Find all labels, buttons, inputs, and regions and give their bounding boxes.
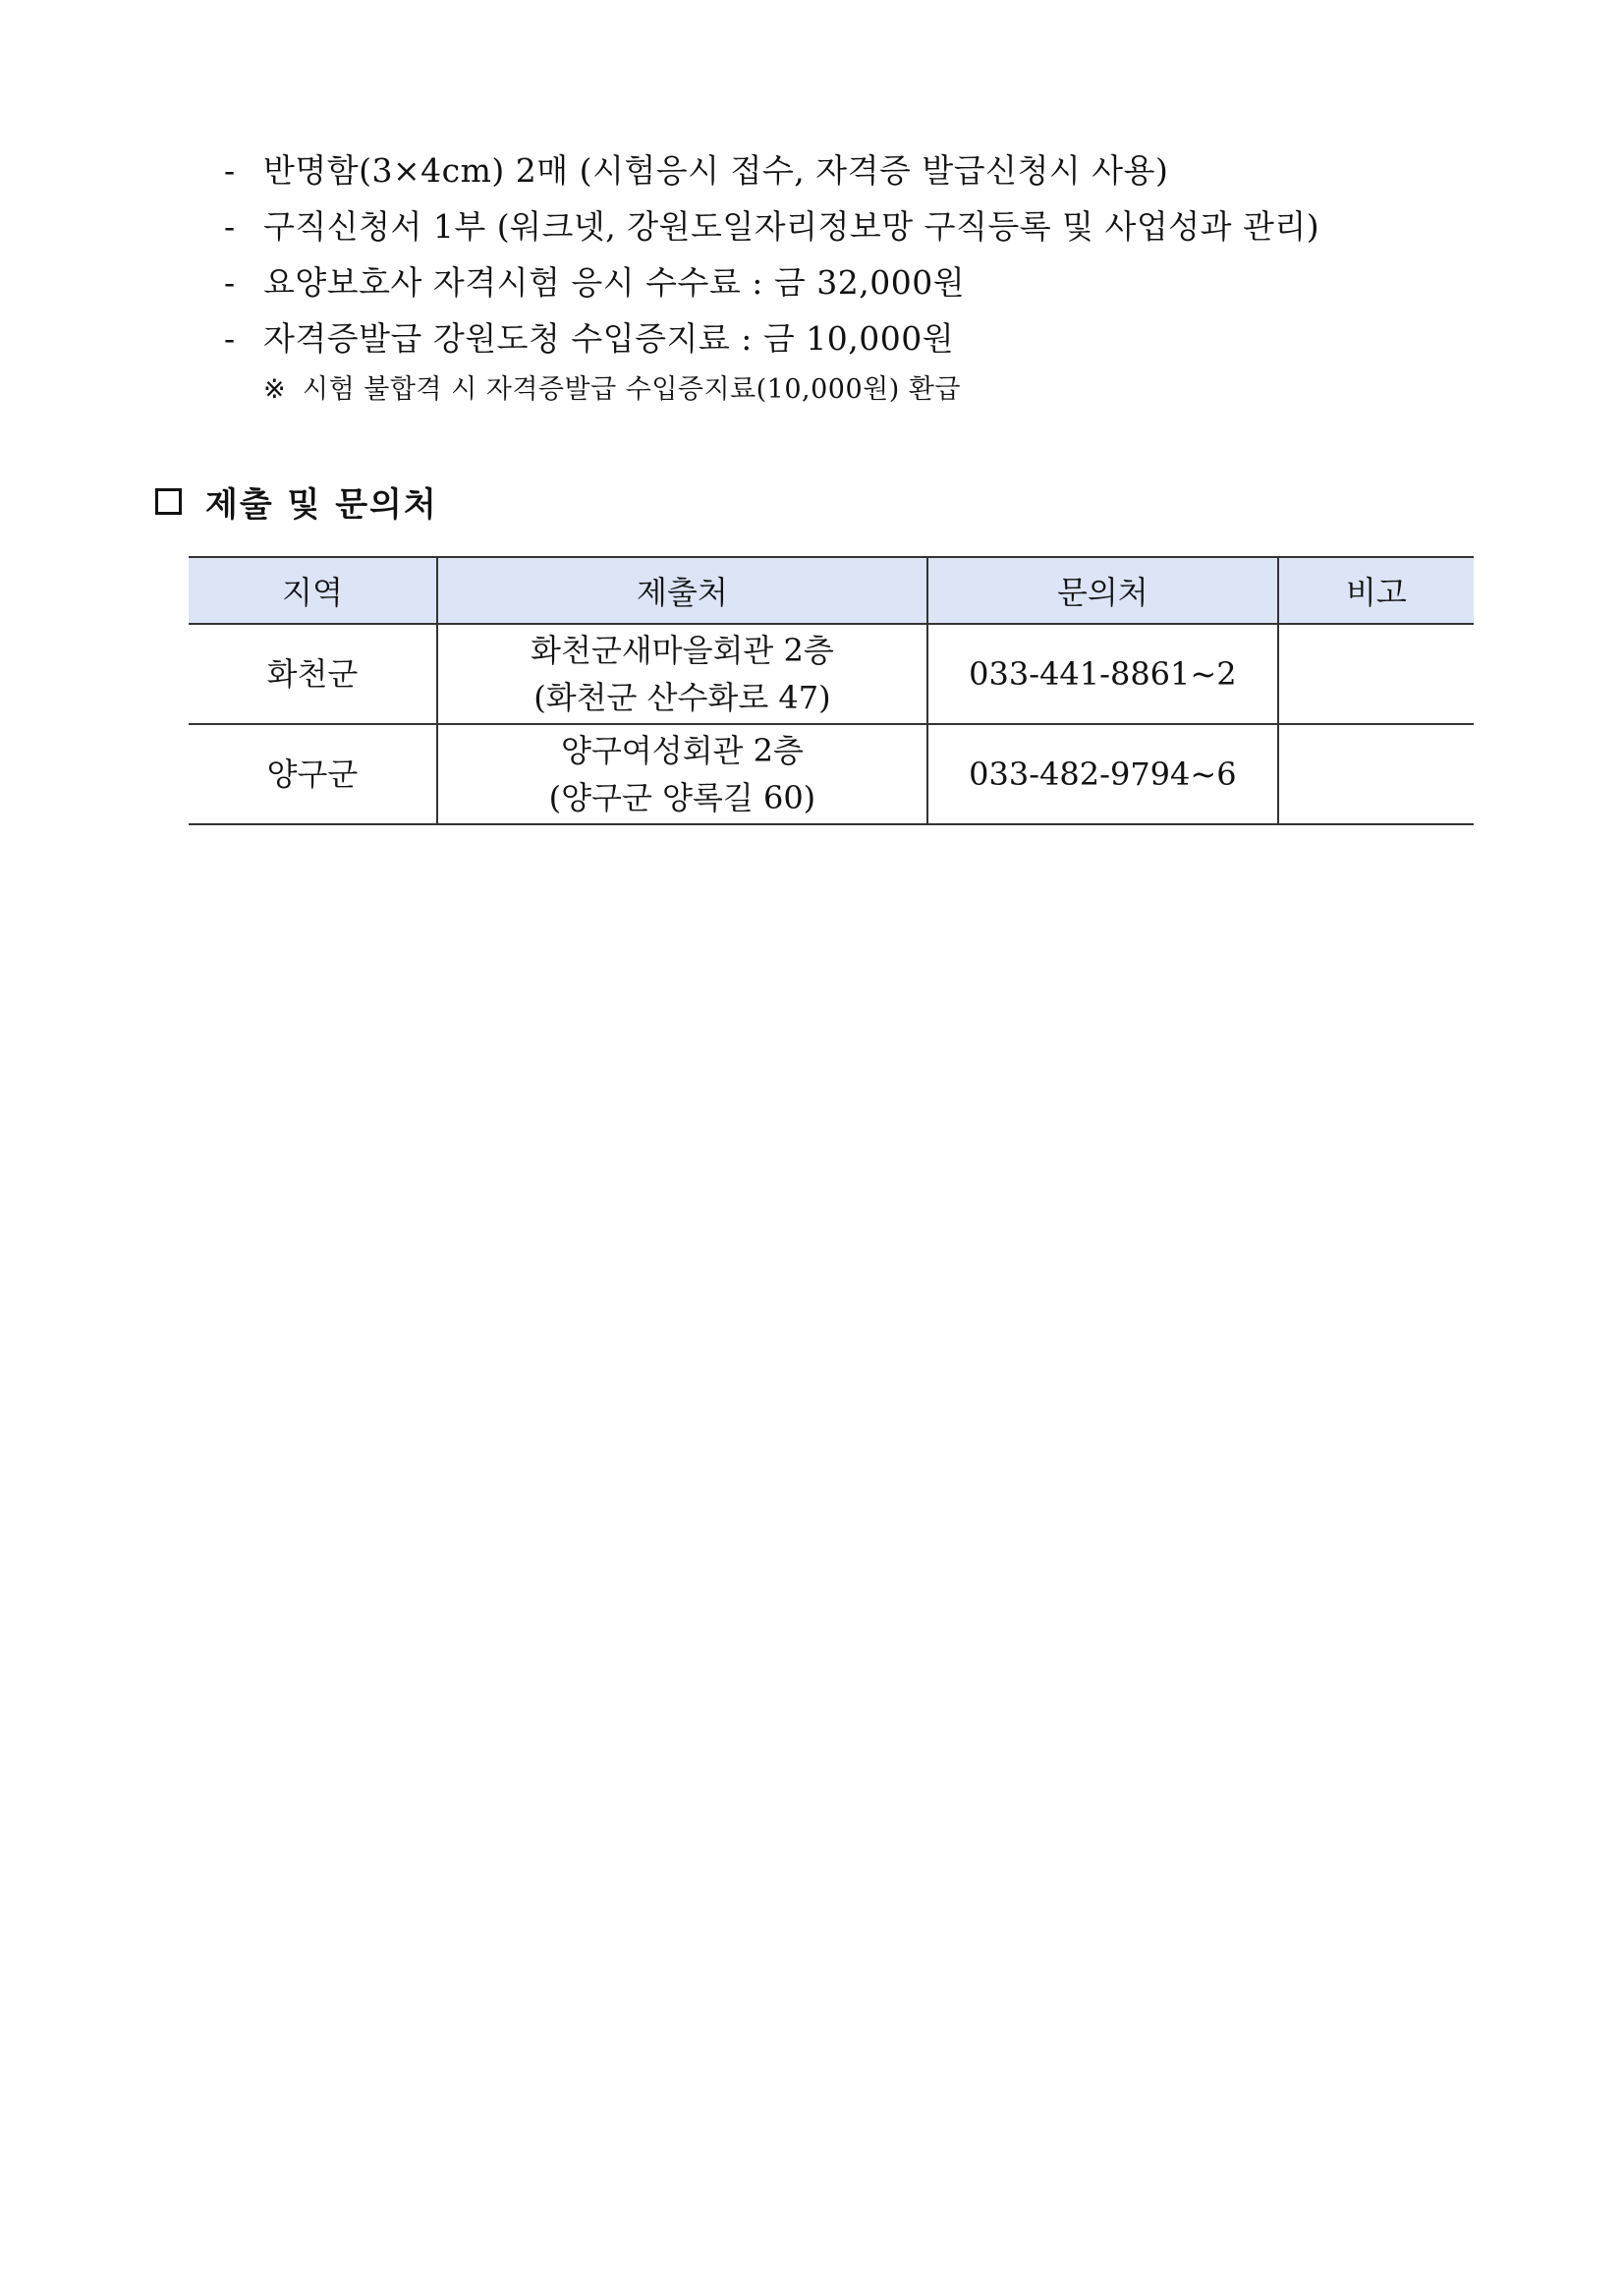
requirement-text: 자격증발급 강원도청 수입증지료 : 금 10,000원: [263, 319, 955, 358]
requirement-item: [224, 198, 1501, 254]
office-name: 화천군새마을회관 2층: [531, 632, 834, 669]
cell-remark: [1278, 724, 1474, 824]
cell-office: [437, 624, 927, 724]
requirements-list: [224, 142, 1501, 414]
section-title-text: 제출 및 문의처: [205, 484, 438, 525]
table-row: [189, 724, 1474, 824]
header-region: 지역: [189, 557, 437, 624]
requirement-text: 요양보호사 자격시험 응시 수수료 : 금 32,000원: [263, 263, 966, 302]
requirement-text: 구직신청서 1부 (워크넷, 강원도일자리정보망 구직등록 및 사업성과 관리): [263, 207, 1320, 246]
bullet-dash: -: [224, 319, 236, 358]
note-text: 시험 불합격 시 자격증발급 수입증지료(10,000원) 환급: [303, 374, 962, 405]
refund-note: [263, 366, 1501, 414]
office-name: 양구여성회관 2층: [560, 732, 804, 769]
office-address: (화천군 산수화로 47): [533, 679, 831, 716]
bullet-dash: -: [224, 151, 236, 190]
cell-contact: 033-441-8861~2: [927, 624, 1278, 724]
table-header-row: [189, 557, 1474, 624]
header-remark: 비고: [1278, 557, 1474, 624]
cell-region: 화천군: [189, 624, 437, 724]
contact-table: [189, 556, 1474, 825]
bullet-dash: -: [224, 263, 236, 302]
table-row: [189, 624, 1474, 724]
cell-office: [437, 724, 927, 824]
cell-remark: [1278, 624, 1474, 724]
header-contact: 문의처: [927, 557, 1278, 624]
cell-region: 양구군: [189, 724, 437, 824]
requirement-text: 반명함(3×4cm) 2매 (시험응시 접수, 자격증 발급신청시 사용): [263, 151, 1169, 190]
cell-contact: 033-482-9794~6: [927, 724, 1278, 824]
header-office: 제출처: [437, 557, 927, 624]
requirement-item: [224, 310, 1501, 366]
note-mark-icon: ※: [263, 374, 287, 405]
requirement-item: [224, 254, 1501, 310]
section-heading: [155, 472, 438, 531]
requirement-item: [224, 142, 1501, 198]
office-address: (양구군 양록길 60): [548, 779, 816, 816]
square-bullet-icon: [155, 488, 182, 515]
bullet-dash: -: [224, 207, 236, 246]
